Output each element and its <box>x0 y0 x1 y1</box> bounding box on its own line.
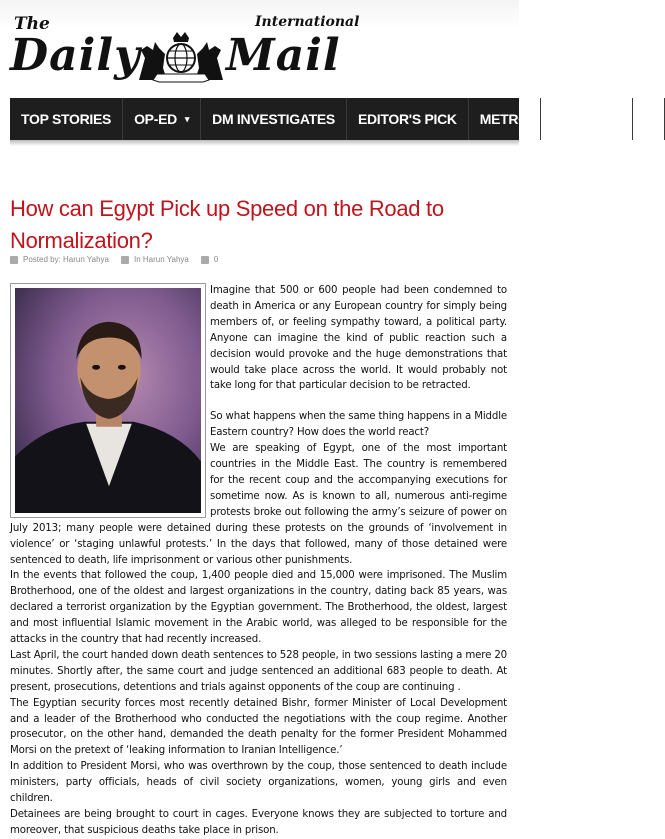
nav-label: TOP STORIES <box>21 111 112 127</box>
nav-dm-investigates[interactable] <box>201 98 347 140</box>
folder-icon <box>121 256 129 264</box>
paragraph: Detainees are being brought to court in cages. Everyone knows they are subjected to torture and moreover, that suspicious deaths take place in prison. <box>10 809 507 836</box>
user-icon <box>10 256 18 264</box>
nav-label: DM INVESTIGATES <box>212 111 335 127</box>
comment-icon <box>201 256 209 264</box>
nav-label: OP-ED <box>134 111 177 127</box>
comment-count[interactable]: 0 <box>213 255 219 264</box>
main-nav <box>10 98 653 140</box>
logo-international: International <box>255 14 360 30</box>
logo-mail[interactable]: Mail <box>226 30 341 81</box>
nav-more[interactable] <box>633 98 665 140</box>
caret-down-icon: ▾ <box>184 114 190 124</box>
nav-editors-pick[interactable] <box>347 98 469 140</box>
paragraph: So what happens when the same thing happens in a Middle Eastern country? How does the world react? <box>210 411 507 439</box>
paragraph: In the events that followed the coup, 1,400 people died and 15,000 were imprisoned. The Muslim Brotherhood, one of the oldest and largest organizations in the country, dating back 85 years, was declared a terrorist organization by the Egyptian government. The Brotherhood, the oldest, largest and most influential Islamic movement in the Arabic world, was alleged to be responsible for the attacks in the country that had recently increased. <box>10 570 507 646</box>
article-body <box>10 283 507 839</box>
nav-label: S <box>643 111 653 127</box>
nav-metro[interactable] <box>469 98 541 140</box>
paragraph: Last April, the court handed down death sentences to 528 people, in two sessions lasting a mere 20 minutes. Shortly after, the same court and judge sentenced an additional 683 people to death. At present, prosecutions, detentions and trials against opponents of the coup are continuing . <box>10 649 507 693</box>
paragraph: In addition to President Morsi, who was overthrown by the coup, those sentenced to death include ministers, party officials, heads of civil society organizations, women, young girls and even children. <box>10 761 507 805</box>
nav-shadow <box>10 140 519 146</box>
masthead <box>0 0 519 100</box>
paragraph: We are speaking of Egypt, one of the most important countries in the Middle East. The country is remembered for the recent coup and the accompanying executions for sometime now. As is known to all, numerous anti-regime protests broke out following the army’s seizure of power on July 2013; many people were detained during these protests on the grounds of ‘involvement in violence’ or ‘staging unlawful protests.’ In the days that followed, many of those detained were sentenced to death, life imprisonment or various other punishments. <box>10 443 507 566</box>
logo-the: The <box>14 14 50 34</box>
nav-business[interactable] <box>541 98 633 140</box>
article-title: How can Egypt Pick up Speed on the Road to Normalization? <box>10 195 444 253</box>
category-link[interactable]: In Harun Yahya <box>133 255 189 264</box>
paragraph: The Egyptian security forces most recently detained Bishr, former Minister of Local Development and a leader of the Brotherhood who conducted the negotiations with the coup regime. Another prosecutor, on the other hand, demanded the death penalty for the former President Mohammed Morsi on the pretext of ‘leaking information to Iranian Intelligence.’ <box>10 697 507 757</box>
posted-by[interactable]: Posted by: Harun Yahya <box>23 255 109 264</box>
nav-label: EDITOR'S PICK <box>357 111 457 127</box>
nav-label: METRO <box>479 111 529 127</box>
nav-top-stories[interactable] <box>10 98 123 140</box>
article-meta <box>10 255 218 264</box>
paragraph: Imagine that 500 or 600 people had been condemned to death in America or any European country for simply being members of, or feeling sympathy toward, a political party. Anyone can imagine the kind of public reaction such a decision would provoke and the huge demonstrations that would take place across the world. It would probably not take long for that particular decision to be retracted. <box>210 285 507 392</box>
nav-label: BUSINESS <box>551 111 621 127</box>
crest-logo-icon <box>135 28 227 88</box>
logo-daily[interactable]: Daily <box>10 30 141 81</box>
nav-op-ed[interactable] <box>123 98 201 140</box>
